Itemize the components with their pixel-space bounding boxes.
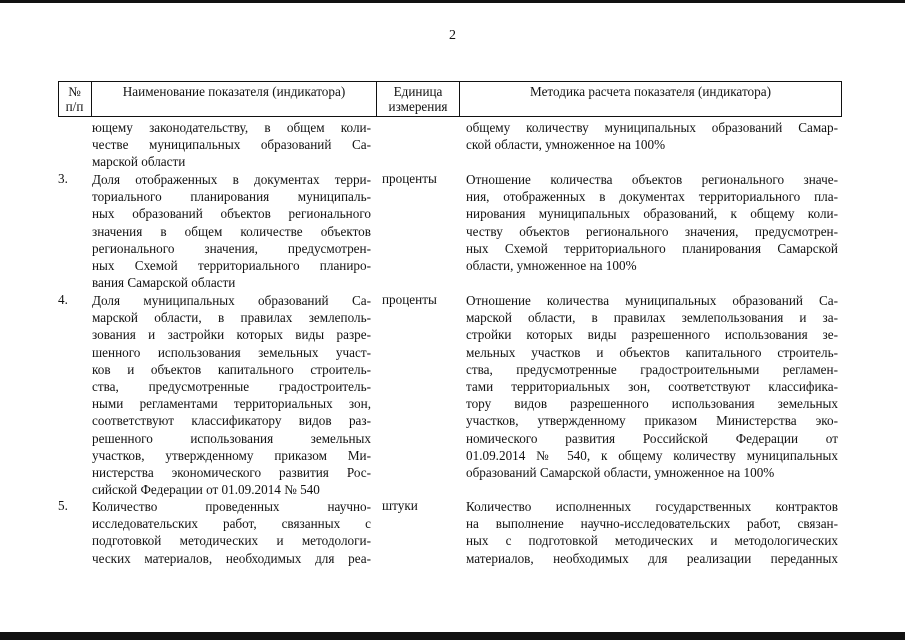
text-line: нирования муниципальных образований, к общему коли- (466, 206, 838, 222)
text-line: ской области, умноженное на 100% (466, 137, 666, 153)
text-line: материалов, необходимых для реализации переданных (466, 550, 838, 566)
scan-top-edge (0, 0, 905, 3)
row-name (92, 292, 371, 498)
text-line: исследовательских работ, связанных с (92, 516, 371, 532)
text-line: номического развития Российской Федерации от (466, 430, 838, 446)
text-line: ния, отображенных в документах территориального пла- (466, 189, 838, 205)
text-line: ных образований объектов регионального (92, 206, 371, 222)
text-line: решенного использования земельных (92, 430, 371, 446)
header-unit (377, 84, 459, 114)
text-line: зования и застройки которых виды разре- (92, 327, 371, 343)
text-line: марской области (92, 154, 186, 170)
continuation-name (92, 119, 371, 171)
text-line: ных с подготовкой методических и методологических (466, 533, 838, 549)
header-name: Наименование показателя (индикатора) (122, 84, 346, 99)
header-unit-line: измерения (388, 99, 448, 114)
row-name (92, 498, 371, 567)
text-line: тами территориальных зон, соответствуют классифика- (466, 379, 838, 395)
text-line: Количество исполненных государственных контрактов (466, 499, 838, 514)
row-unit: проценты (382, 171, 437, 186)
text-line: ков и объектов капитального строитель- (92, 361, 371, 377)
text-line: ства, предусмотренные градостроитель- (92, 379, 371, 395)
row-method (466, 171, 838, 274)
text-line: 01.09.2014 № 540, к общему количеству муниципальных (466, 447, 838, 463)
continuation-method (466, 119, 838, 153)
text-line: подготовкой методических и методологи- (92, 533, 371, 549)
text-line: ториального планирования муниципаль- (92, 189, 371, 205)
text-line: на выполнение научно-исследовательских работ, связан- (466, 516, 838, 532)
text-line: ющему законодательству, в общем коли- (92, 120, 371, 135)
text-line: марской области, в правилах землеполь- (92, 310, 371, 326)
row-name (92, 171, 371, 291)
header-num (58, 84, 91, 114)
header-method: Методика расчета показателя (индикатора) (530, 84, 771, 99)
text-line: вания Самарской области (92, 275, 236, 291)
text-line: значения в общем количестве объектов (92, 223, 371, 239)
text-line: Отношение количества муниципальных образований Са- (466, 293, 838, 308)
text-line: соответствуют классификатору видов раз- (92, 413, 371, 429)
text-line: общему количеству муниципальных образований Самар- (466, 120, 838, 135)
text-line: Количество проведенных научно- (92, 499, 371, 514)
header-num-line: № (68, 84, 81, 99)
table-header-top-rule (58, 81, 842, 82)
text-line: участков, утвержденному приказом Ми- (92, 447, 371, 463)
text-line: регионального значения, предусмотрен- (92, 240, 371, 256)
table-header-bottom-rule (58, 116, 842, 117)
text-line: шенного использования земельных участ- (92, 344, 371, 360)
text-line: ных Схемой территориального планирования Самарской (466, 240, 838, 256)
header-num-line: п/п (65, 99, 84, 114)
text-line: честву объектов регионального значения, предусмотрен- (466, 223, 838, 239)
text-line: сийской Федерации от 01.09.2014 № 540 (92, 482, 320, 498)
text-line: Отношение количества объектов регионального значе- (466, 172, 838, 187)
text-line: области, умноженное на 100% (466, 258, 637, 274)
text-line: ных Схемой территориального планиро- (92, 258, 371, 274)
row-method (466, 292, 838, 481)
row-unit: штуки (382, 498, 418, 513)
text-line: Доля муниципальных образований Са- (92, 293, 371, 308)
text-line: участков, утвержденному приказом Министерства эко- (466, 413, 838, 429)
row-number: 3. (58, 171, 68, 186)
text-line: образований Самарской области, умноженное на 100% (466, 465, 775, 481)
row-unit: проценты (382, 292, 437, 307)
scan-bottom-edge (0, 632, 905, 640)
text-line: честве муниципальных образований Са- (92, 137, 371, 153)
row-number: 5. (58, 498, 68, 513)
row-number: 4. (58, 292, 68, 307)
text-line: ными регламентами территориальных зон, (92, 396, 371, 412)
text-line: мельных участков и объектов капитального строитель- (466, 344, 838, 360)
text-line: нистерства экономического развития Рос- (92, 465, 371, 481)
text-line: тору видов разрешенного использования земельных (466, 396, 838, 412)
row-method (466, 498, 838, 567)
text-line: стройки которых виды разрешенного использования зе- (466, 327, 838, 343)
text-line: марской области, в правилах землепользования и за- (466, 310, 838, 326)
header-unit-line: Единица (393, 84, 443, 99)
table-border-right (841, 81, 842, 116)
text-line: Доля отображенных в документах терри- (92, 172, 371, 187)
text-line: ства, предусмотренные градостроительными регламен- (466, 361, 838, 377)
page-number: 2 (449, 28, 456, 43)
text-line: ческих материалов, необходимых для реа- (92, 550, 371, 566)
